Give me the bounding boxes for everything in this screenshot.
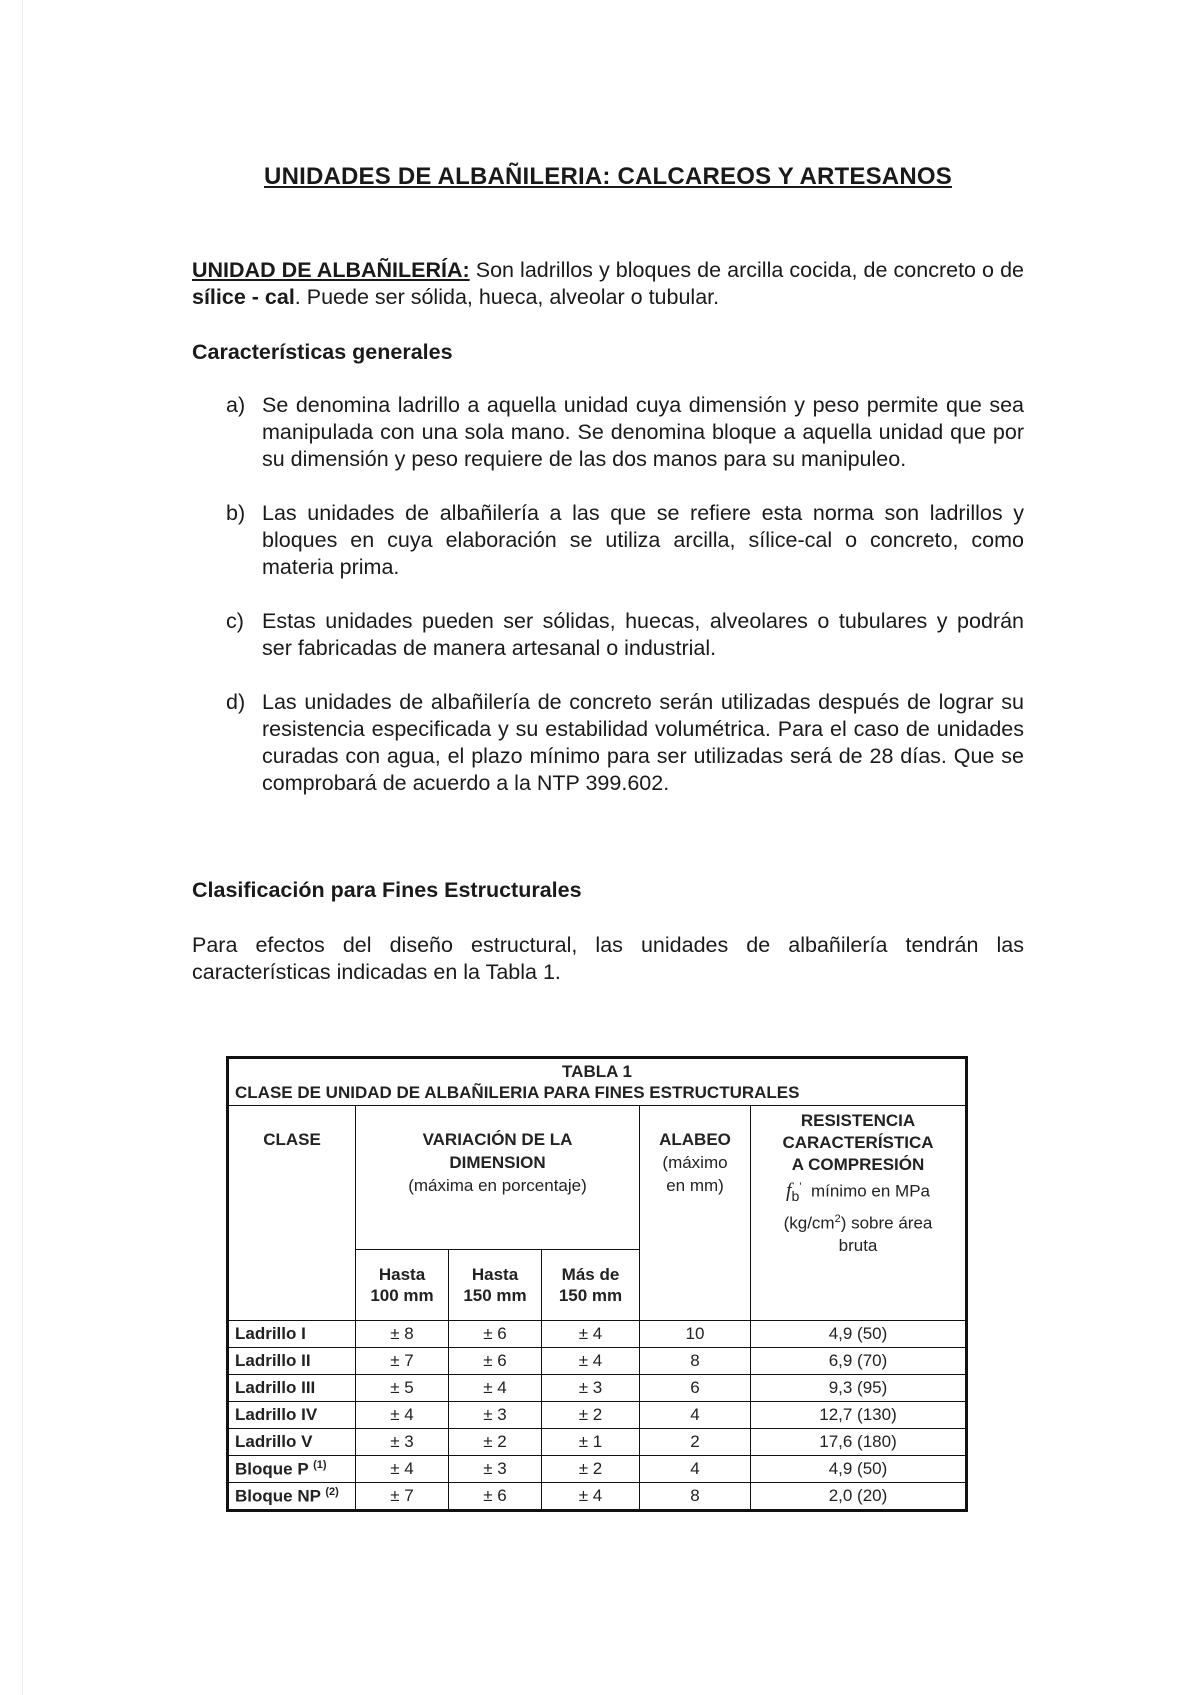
cell-clase: Ladrillo IV bbox=[228, 1402, 356, 1429]
list-item bbox=[226, 500, 1024, 581]
section-heading-caracteristicas: Características generales bbox=[192, 340, 453, 364]
cell-clase bbox=[228, 1483, 356, 1511]
cell-d150: ± 3 bbox=[449, 1456, 542, 1483]
list-item bbox=[226, 392, 1024, 473]
cell-resistencia: 4,9 (50) bbox=[751, 1321, 967, 1348]
header-resistencia-kg: (kg/cm bbox=[783, 1213, 835, 1233]
cell-d100: ± 4 bbox=[356, 1402, 449, 1429]
header-resistencia-area: ) sobre área bbox=[840, 1213, 933, 1233]
cell-d100: ± 7 bbox=[356, 1348, 449, 1375]
intro-bold: sílice - cal bbox=[192, 285, 295, 309]
header-resistencia-line6: bruta bbox=[838, 1235, 878, 1255]
table-row bbox=[228, 1402, 967, 1429]
list-item-label: a) bbox=[226, 393, 246, 417]
cell-d150: ± 6 bbox=[449, 1348, 542, 1375]
intro-text-before: Son ladrillos y bloques de arcilla cocida, de concreto o de bbox=[469, 258, 1024, 282]
intro-text-after: . Puede ser sólida, hueca, alveolar o tubular. bbox=[294, 285, 720, 309]
cell-d150: ± 3 bbox=[449, 1402, 542, 1429]
cell-clase: Ladrillo II bbox=[228, 1348, 356, 1375]
header-resistencia-line4 bbox=[755, 1176, 961, 1208]
header-variacion bbox=[356, 1106, 640, 1250]
cell-clase-text: Bloque NP bbox=[235, 1486, 321, 1506]
subheader-100-b: 100 mm bbox=[370, 1286, 434, 1306]
cell-resistencia: 6,9 (70) bbox=[751, 1348, 967, 1375]
footnote-marker: (2) bbox=[325, 1485, 339, 1498]
caracteristicas-list bbox=[226, 392, 1024, 824]
cell-d150: ± 6 bbox=[449, 1321, 542, 1348]
list-item-label: d) bbox=[226, 690, 246, 714]
cell-alabeo: 8 bbox=[640, 1483, 751, 1511]
table-row bbox=[228, 1483, 967, 1511]
fb-symbol: f bbox=[785, 1179, 792, 1202]
fb-superscript: ' bbox=[799, 1181, 802, 1193]
list-item bbox=[226, 689, 1024, 797]
header-alabeo-line2: (máximo bbox=[662, 1153, 728, 1172]
table-row bbox=[228, 1429, 967, 1456]
subheader-100-a: Hasta bbox=[378, 1265, 426, 1285]
list-item-text: Se denomina ladrillo a aquella unidad cuya dimensión y peso permite que sea manipulada con una sola mano. Se denomina bloque a aquella unidad que por su dimensión y peso requiere de las dos manos para su manipuleo. bbox=[262, 393, 1024, 471]
list-item-text: Las unidades de albañilería de concreto serán utilizadas después de lograr su resistencia especificada y su estabilidad volumétrica. Para el caso de unidades curadas con agua, el plazo mínimo para ser utilizadas será de 28 días. Que se comprobará de acuerdo a la NTP 399.602. bbox=[262, 690, 1024, 795]
cell-alabeo: 6 bbox=[640, 1375, 751, 1402]
cell-resistencia: 2,0 (20) bbox=[751, 1483, 967, 1511]
header-resistencia-line1: RESISTENCIA bbox=[800, 1111, 916, 1130]
list-item-text: Estas unidades pueden ser sólidas, huecas, alveolares o tubulares y podrán ser fabricadas de manera artesanal o industrial. bbox=[262, 609, 1024, 660]
cell-dmas: ± 1 bbox=[542, 1429, 640, 1456]
section-heading-clasificacion: Clasificación para Fines Estructurales bbox=[192, 878, 582, 902]
subheader-100 bbox=[356, 1250, 449, 1321]
cell-alabeo: 2 bbox=[640, 1429, 751, 1456]
cell-clase: Ladrillo V bbox=[228, 1429, 356, 1456]
cell-d100: ± 4 bbox=[356, 1456, 449, 1483]
list-item-text: Las unidades de albañilería a las que se refiere esta norma son ladrillos y bloques en cuya elaboración se utiliza arcilla, sílice-cal o concreto, como materia prima. bbox=[262, 501, 1024, 579]
cell-clase-text: Bloque P bbox=[235, 1459, 309, 1479]
subheader-mas-150 bbox=[542, 1250, 640, 1321]
header-resistencia bbox=[751, 1106, 967, 1321]
tabla-1 bbox=[226, 1056, 968, 1512]
cell-resistencia: 4,9 (50) bbox=[751, 1456, 967, 1483]
cell-alabeo: 4 bbox=[640, 1402, 751, 1429]
header-alabeo-line1: ALABEO bbox=[659, 1130, 731, 1149]
cell-dmas: ± 2 bbox=[542, 1456, 640, 1483]
intro-term: UNIDAD DE ALBAÑILERÍA: bbox=[192, 258, 470, 282]
header-variacion-line2: DIMENSION bbox=[449, 1153, 546, 1172]
cell-dmas: ± 4 bbox=[542, 1348, 640, 1375]
kg-superscript: 2 bbox=[834, 1213, 841, 1226]
list-item-label: b) bbox=[226, 501, 246, 525]
cell-resistencia: 12,7 (130) bbox=[751, 1402, 967, 1429]
footnote-marker: (1) bbox=[313, 1458, 327, 1471]
header-variacion-line3: (máxima en porcentaje) bbox=[408, 1176, 587, 1195]
list-item bbox=[226, 608, 1024, 662]
cell-dmas: ± 4 bbox=[542, 1483, 640, 1511]
header-resistencia-unit: mínimo en MPa bbox=[810, 1181, 931, 1201]
header-alabeo bbox=[640, 1106, 751, 1321]
cell-d150: ± 2 bbox=[449, 1429, 542, 1456]
cell-d150: ± 4 bbox=[449, 1375, 542, 1402]
cell-d100: ± 3 bbox=[356, 1429, 449, 1456]
cell-dmas: ± 3 bbox=[542, 1375, 640, 1402]
cell-alabeo: 4 bbox=[640, 1456, 751, 1483]
header-resistencia-line5 bbox=[755, 1208, 961, 1235]
cell-dmas: ± 4 bbox=[542, 1321, 640, 1348]
cell-dmas: ± 2 bbox=[542, 1402, 640, 1429]
fb-subscript: b bbox=[791, 1189, 800, 1206]
subheader-mas-150-b: 150 mm bbox=[558, 1286, 623, 1306]
page-edge bbox=[22, 0, 23, 1695]
cell-clase: Ladrillo III bbox=[228, 1375, 356, 1402]
cell-clase: Ladrillo I bbox=[228, 1321, 356, 1348]
subheader-mas-150-a: Más de bbox=[561, 1265, 620, 1285]
cell-clase bbox=[228, 1456, 356, 1483]
cell-alabeo: 8 bbox=[640, 1348, 751, 1375]
table-caption bbox=[228, 1058, 967, 1106]
table-caption-title: CLASE DE UNIDAD DE ALBAÑILERIA PARA FINES ESTRUCTURALES bbox=[235, 1083, 800, 1102]
header-clase: CLASE bbox=[228, 1106, 356, 1321]
cell-d100: ± 8 bbox=[356, 1321, 449, 1348]
table-row bbox=[228, 1321, 967, 1348]
cell-d100: ± 7 bbox=[356, 1483, 449, 1511]
subheader-150 bbox=[449, 1250, 542, 1321]
cell-d100: ± 5 bbox=[356, 1375, 449, 1402]
header-resistencia-line3: A COMPRESIÓN bbox=[791, 1155, 925, 1174]
table-row bbox=[228, 1375, 967, 1402]
cell-d150: ± 6 bbox=[449, 1483, 542, 1511]
intro-paragraph bbox=[192, 257, 1024, 311]
header-alabeo-line3: en mm) bbox=[666, 1176, 724, 1195]
table-caption-number: TABLA 1 bbox=[562, 1062, 632, 1081]
header-variacion-line1: VARIACIÓN DE LA bbox=[422, 1130, 573, 1149]
table-row bbox=[228, 1456, 967, 1483]
clasificacion-paragraph: Para efectos del diseño estructural, las unidades de albañilería tendrán las características indicadas en la Tabla 1. bbox=[192, 933, 1024, 984]
cell-alabeo: 10 bbox=[640, 1321, 751, 1348]
cell-resistencia: 17,6 (180) bbox=[751, 1429, 967, 1456]
page-title: UNIDADES DE ALBAÑILERIA: CALCAREOS Y ARTESANOS bbox=[264, 163, 952, 190]
list-item-label: c) bbox=[226, 609, 244, 633]
header-resistencia-line2: CARACTERÍSTICA bbox=[782, 1133, 934, 1152]
table-row bbox=[228, 1348, 967, 1375]
subheader-150-b: 150 mm bbox=[463, 1286, 527, 1306]
subheader-150-a: Hasta bbox=[471, 1265, 519, 1285]
cell-resistencia: 9,3 (95) bbox=[751, 1375, 967, 1402]
